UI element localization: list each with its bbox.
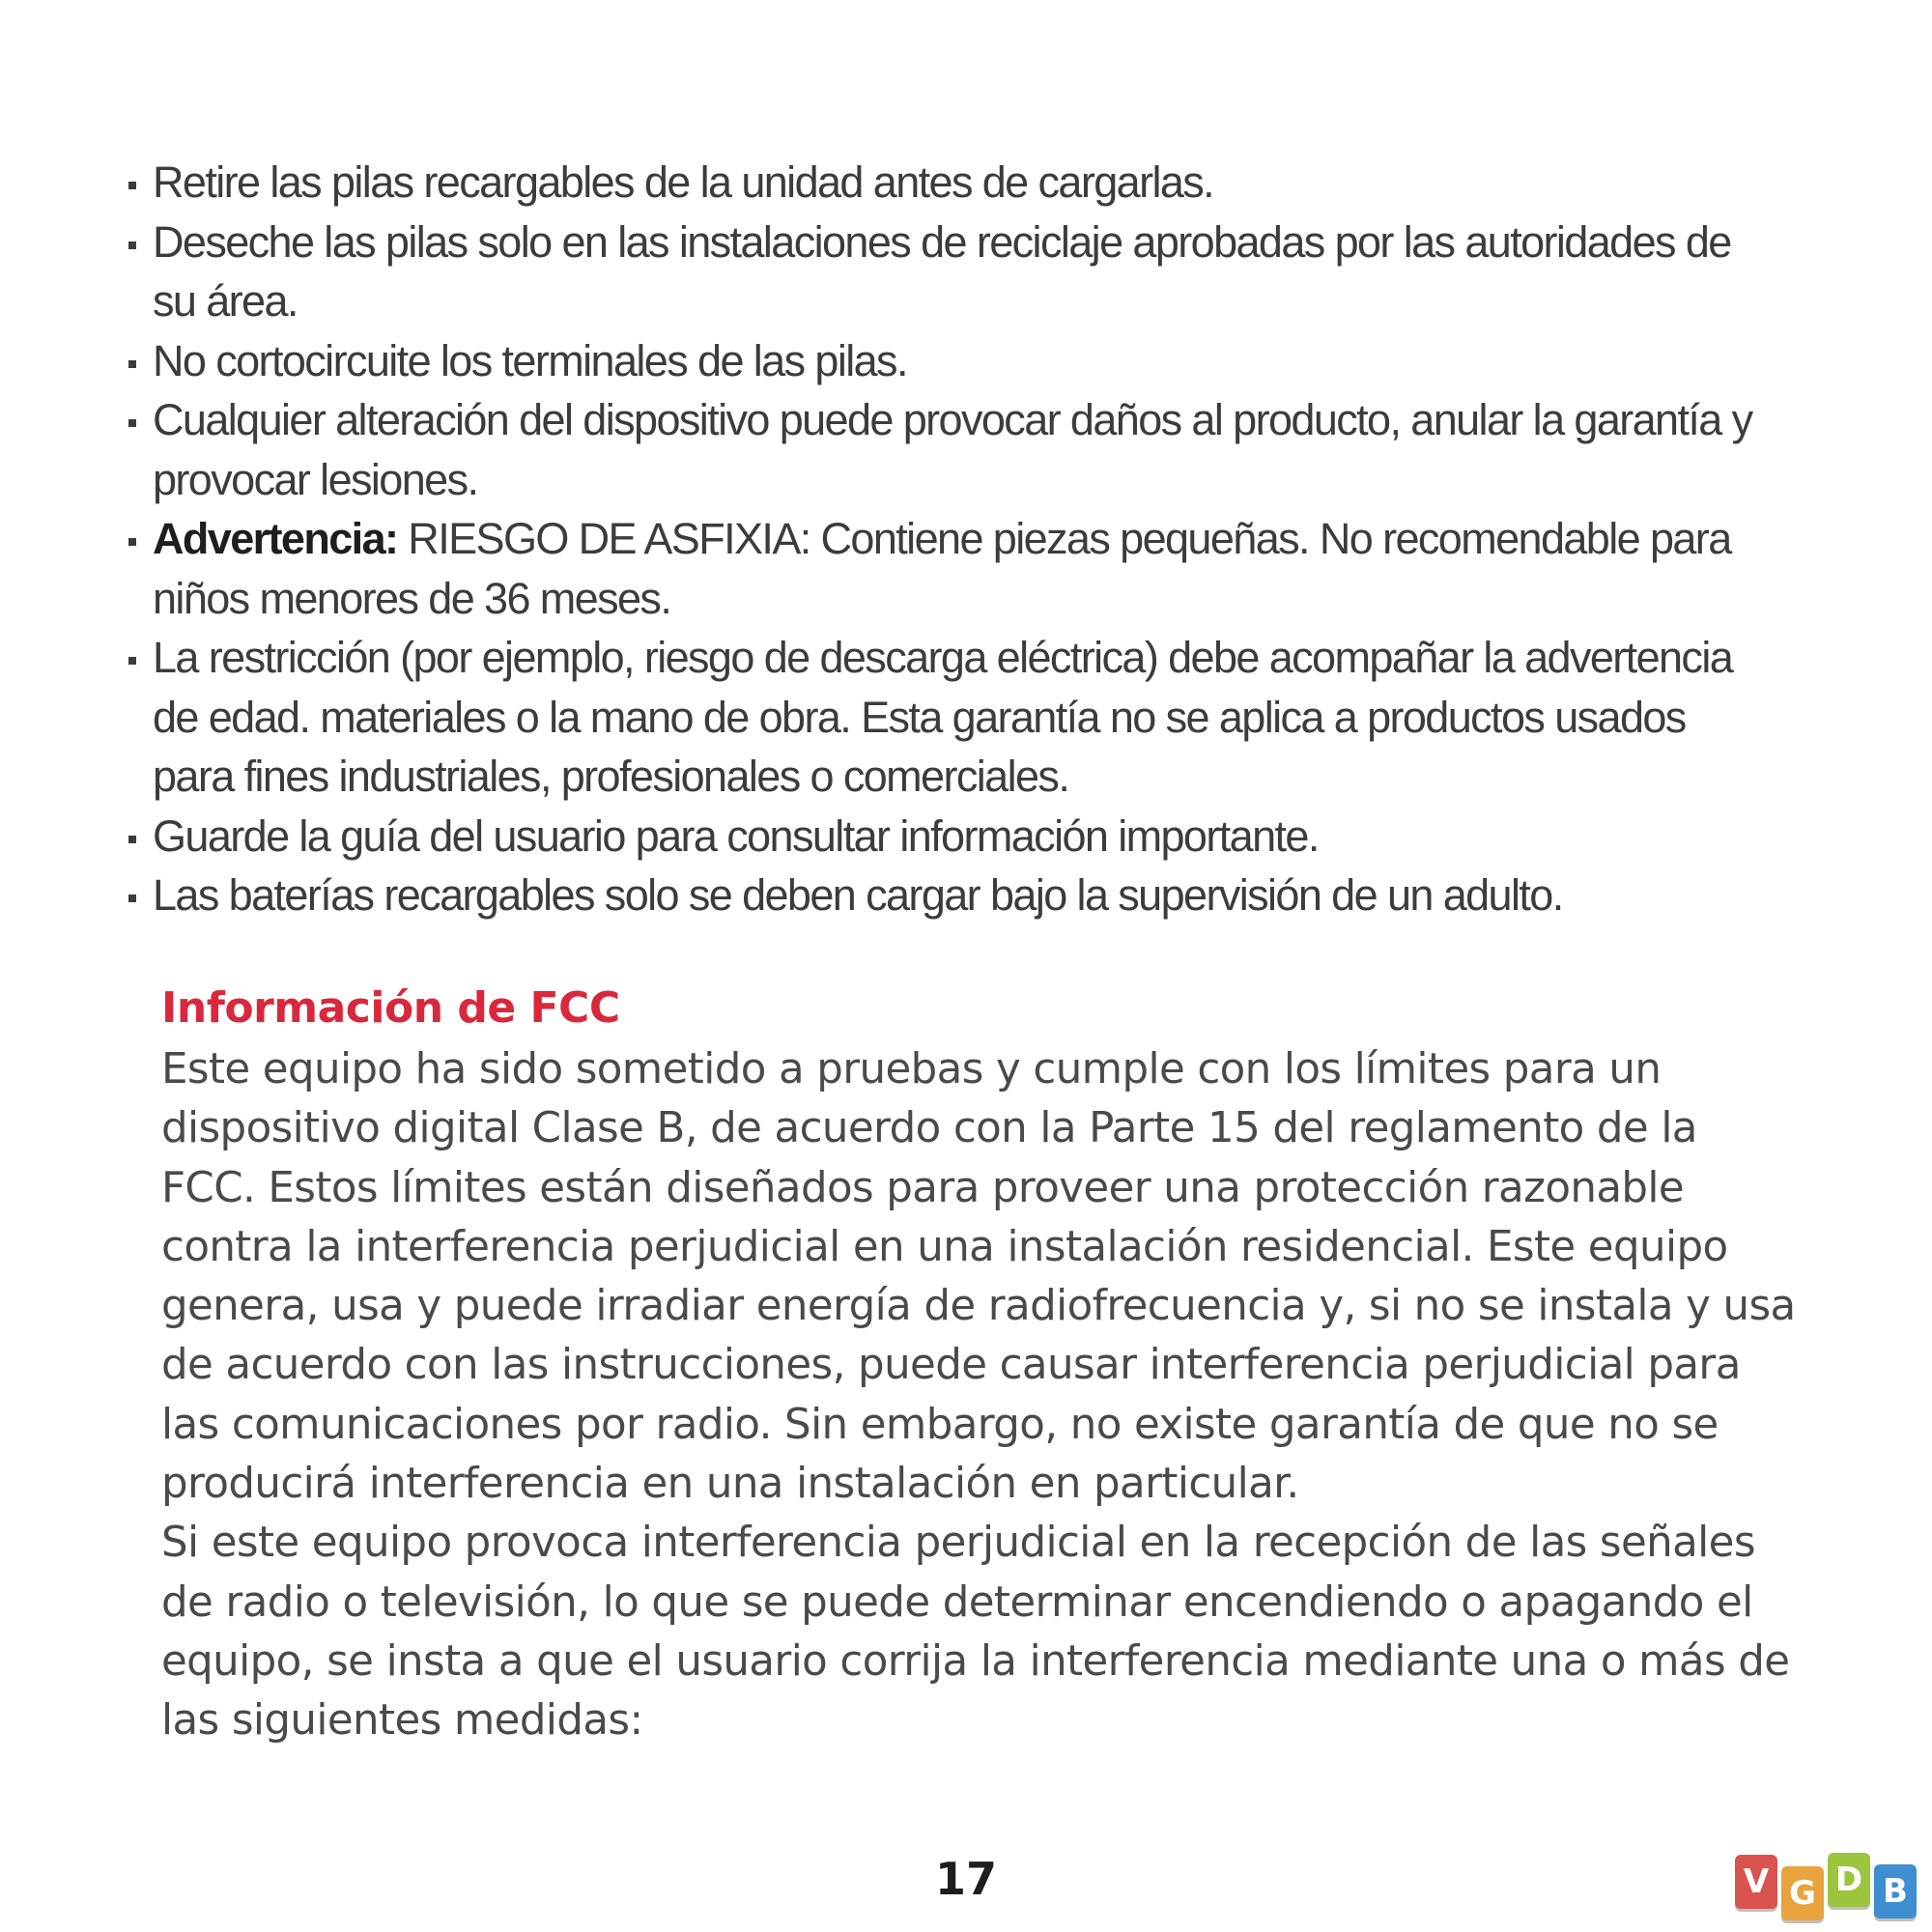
warning-label: Advertencia: xyxy=(153,514,398,563)
bullet-text: RIESGO DE ASFIXIA: Contiene piezas pequeñas. No recomendable para niños menores de 36 meses. xyxy=(153,514,1731,623)
bullet-item xyxy=(126,390,1768,509)
fcc-paragraph-2: Si este equipo provoca interferencia perjudicial en la recepción de las señales de radio o televisión, lo que se puede determinar encendiendo o apagando el equipo, se insta a que el usuario corrija la interferencia mediante una o más de las siguientes medidas: xyxy=(161,1519,1790,1746)
bullet-text: Retire las pilas recargables de la unidad antes de cargarlas. xyxy=(153,157,1214,207)
watermark-letter-b: B xyxy=(1874,1864,1917,1918)
bullet-text: La restricción (por ejemplo, riesgo de descarga eléctrica) debe acompañar la advertencia de edad. materiales o la mano de obra. Esta garantía no se aplica a productos usados para fines industriales, profesionales o comerciales. xyxy=(153,633,1733,801)
bullet-text: Cualquier alteración del dispositivo puede provocar daños al producto, anular la garantía y provocar lesiones. xyxy=(153,395,1752,504)
fcc-paragraph-1: Este equipo ha sido sometido a pruebas y cumple con los límites para un dispositivo digital Clase B, de acuerdo con la Parte 15 del reglamento de la FCC. Estos límites están diseñados para proveer una protección razonable contra la interferencia perjudicial en una instalación residencial. Este equipo genera, usa y puede irradiar energía de radiofrecuencia y, si no se instala y usa de acuerdo con las instrucciones, puede causar interferencia perjudicial para las comunicaciones por radio. Sin embargo, no existe garantía de que no se producirá interferencia en una instalación en particular. xyxy=(161,1045,1796,1509)
vgdb-watermark-logo xyxy=(1735,1853,1917,1920)
bullet-item xyxy=(126,866,1768,925)
safety-bullet-list xyxy=(126,153,1768,925)
bullet-text: Deseche las pilas solo en las instalaciones de reciclaje aprobadas por las autoridades de su área. xyxy=(153,216,1731,326)
bullet-text: No cortocircuite los terminales de las pilas. xyxy=(153,335,907,385)
watermark-letter-g: G xyxy=(1781,1866,1824,1920)
bullet-item-warning xyxy=(126,509,1768,628)
page-number: 17 xyxy=(934,1853,997,1905)
fcc-heading: Información de FCC xyxy=(161,983,620,1033)
bullet-text: Guarde la guía del usuario para consultar información importante. xyxy=(153,810,1319,861)
fcc-section xyxy=(161,980,1804,1751)
watermark-letter-d: D xyxy=(1828,1853,1870,1907)
bullet-item xyxy=(126,628,1768,807)
bullet-item xyxy=(126,807,1768,867)
bullet-text: Las baterías recargables solo se deben cargar bajo la supervisión de un adulto. xyxy=(153,870,1563,920)
watermark-letter-v: V xyxy=(1735,1855,1777,1909)
bullet-item xyxy=(126,331,1768,391)
bullet-item xyxy=(126,153,1768,213)
bullet-item xyxy=(126,213,1768,331)
